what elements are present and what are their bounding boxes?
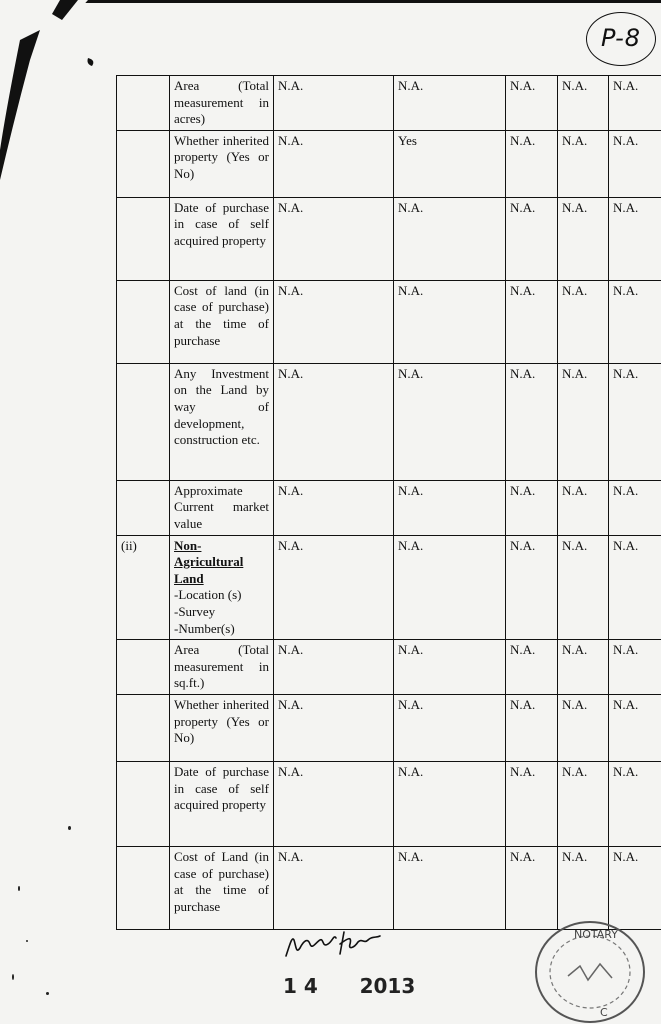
cell-value: N.A. <box>274 761 394 846</box>
cell-value: N.A. <box>558 76 609 131</box>
cell-value: N.A. <box>274 535 394 640</box>
cell-value: N.A. <box>274 846 394 929</box>
row-number <box>117 846 170 929</box>
cell-value: N.A. <box>394 535 506 640</box>
cell-value: N.A. <box>394 197 506 280</box>
cell-value: N.A. <box>274 694 394 761</box>
svg-text:C: C <box>600 1006 608 1019</box>
cell-value: N.A. <box>506 280 558 363</box>
cell-value: N.A. <box>506 846 558 929</box>
cell-value: N.A. <box>609 640 661 695</box>
row-number <box>117 280 170 363</box>
row-number <box>117 761 170 846</box>
row-number <box>117 694 170 761</box>
cell-value: N.A. <box>506 363 558 480</box>
cell-value: N.A. <box>394 280 506 363</box>
cell-value: N.A. <box>558 480 609 535</box>
cell-value: N.A. <box>506 761 558 846</box>
cell-value: N.A. <box>558 694 609 761</box>
cell-value: N.A. <box>609 197 661 280</box>
cell-value: N.A. <box>558 130 609 197</box>
cell-value: N.A. <box>394 480 506 535</box>
cell-value: N.A. <box>274 640 394 695</box>
row-description: Date of purchase in case of self acquired property <box>170 761 274 846</box>
cell-value: N.A. <box>609 694 661 761</box>
cell-value: N.A. <box>506 694 558 761</box>
row-description: Area (Total measurement in acres) <box>170 76 274 131</box>
scan-speck <box>46 992 49 995</box>
cell-value: N.A. <box>274 363 394 480</box>
row-number: (ii) <box>117 535 170 640</box>
cell-value: N.A. <box>609 280 661 363</box>
row-description: Area (Total measurement in sq.ft.) <box>170 640 274 695</box>
cell-value: N.A. <box>609 846 661 929</box>
row-description: Whether inherited property (Yes or No) <box>170 694 274 761</box>
asset-details-table <box>116 75 661 930</box>
row-number <box>117 76 170 131</box>
cell-value: N.A. <box>274 480 394 535</box>
cell-value: N.A. <box>558 846 609 929</box>
desc-line: -Survey <box>174 603 216 619</box>
row-description: Date of purchase in case of self acquired property <box>170 197 274 280</box>
cell-value: N.A. <box>274 197 394 280</box>
cell-value: N.A. <box>506 76 558 131</box>
cell-value: N.A. <box>558 535 609 640</box>
table-row <box>117 640 661 695</box>
cell-value: N.A. <box>506 130 558 197</box>
cell-value: N.A. <box>394 761 506 846</box>
scan-speck <box>12 974 14 980</box>
table-row <box>117 76 661 131</box>
scan-shadow <box>0 0 110 240</box>
cell-value: N.A. <box>394 694 506 761</box>
cell-value: N.A. <box>274 76 394 131</box>
scan-speck <box>18 886 20 891</box>
row-description: Whether inherited property (Yes or No) <box>170 130 274 197</box>
scan-speck <box>68 826 71 830</box>
scan-speck <box>26 940 28 942</box>
date-stamp: 1 4 2013 <box>283 974 416 998</box>
cell-value: N.A. <box>394 363 506 480</box>
cell-value: N.A. <box>558 197 609 280</box>
cell-value: N.A. <box>609 480 661 535</box>
cell-value: N.A. <box>394 640 506 695</box>
table-row <box>117 480 661 535</box>
row-description: Cost of Land (in case of purchase) at the time of purchase <box>170 846 274 929</box>
row-number <box>117 480 170 535</box>
row-description <box>170 535 274 640</box>
cell-value: N.A. <box>394 76 506 131</box>
cell-value: N.A. <box>558 280 609 363</box>
section-title: Non-Agricultural Land <box>174 537 244 586</box>
table-row <box>117 694 661 761</box>
cell-value: N.A. <box>609 76 661 131</box>
cell-value: N.A. <box>558 761 609 846</box>
table-row <box>117 761 661 846</box>
cell-value: N.A. <box>609 130 661 197</box>
cell-value: N.A. <box>506 640 558 695</box>
cell-value: N.A. <box>274 280 394 363</box>
page-number-mark: P-8 <box>586 12 656 66</box>
table-row <box>117 280 661 363</box>
row-number <box>117 363 170 480</box>
seal-text: NOTARY <box>574 928 618 941</box>
cell-value: N.A. <box>609 363 661 480</box>
row-description: Approximate Current market value <box>170 480 274 535</box>
cell-value: N.A. <box>609 761 661 846</box>
table-row <box>117 363 661 480</box>
cell-value: N.A. <box>609 535 661 640</box>
row-number <box>117 640 170 695</box>
cell-value: N.A. <box>506 480 558 535</box>
row-description: Cost of land (in case of purchase) at the time of purchase <box>170 280 274 363</box>
table-row <box>117 130 661 197</box>
cell-value: N.A. <box>558 640 609 695</box>
notary-seal <box>528 916 648 1024</box>
row-number <box>117 197 170 280</box>
cell-value: N.A. <box>274 130 394 197</box>
cell-value: N.A. <box>506 535 558 640</box>
row-description: Any Investment on the Land by way of development, construction etc. <box>170 363 274 480</box>
table-row <box>117 535 661 640</box>
handwritten-signature <box>282 926 392 966</box>
cell-value: N.A. <box>506 197 558 280</box>
table-row <box>117 197 661 280</box>
cell-value: N.A. <box>558 363 609 480</box>
cell-value: N.A. <box>394 846 506 929</box>
cell-value: Yes <box>394 130 506 197</box>
desc-line: -Number(s) <box>174 620 235 636</box>
desc-line: -Location (s) <box>174 587 242 603</box>
row-number <box>117 130 170 197</box>
